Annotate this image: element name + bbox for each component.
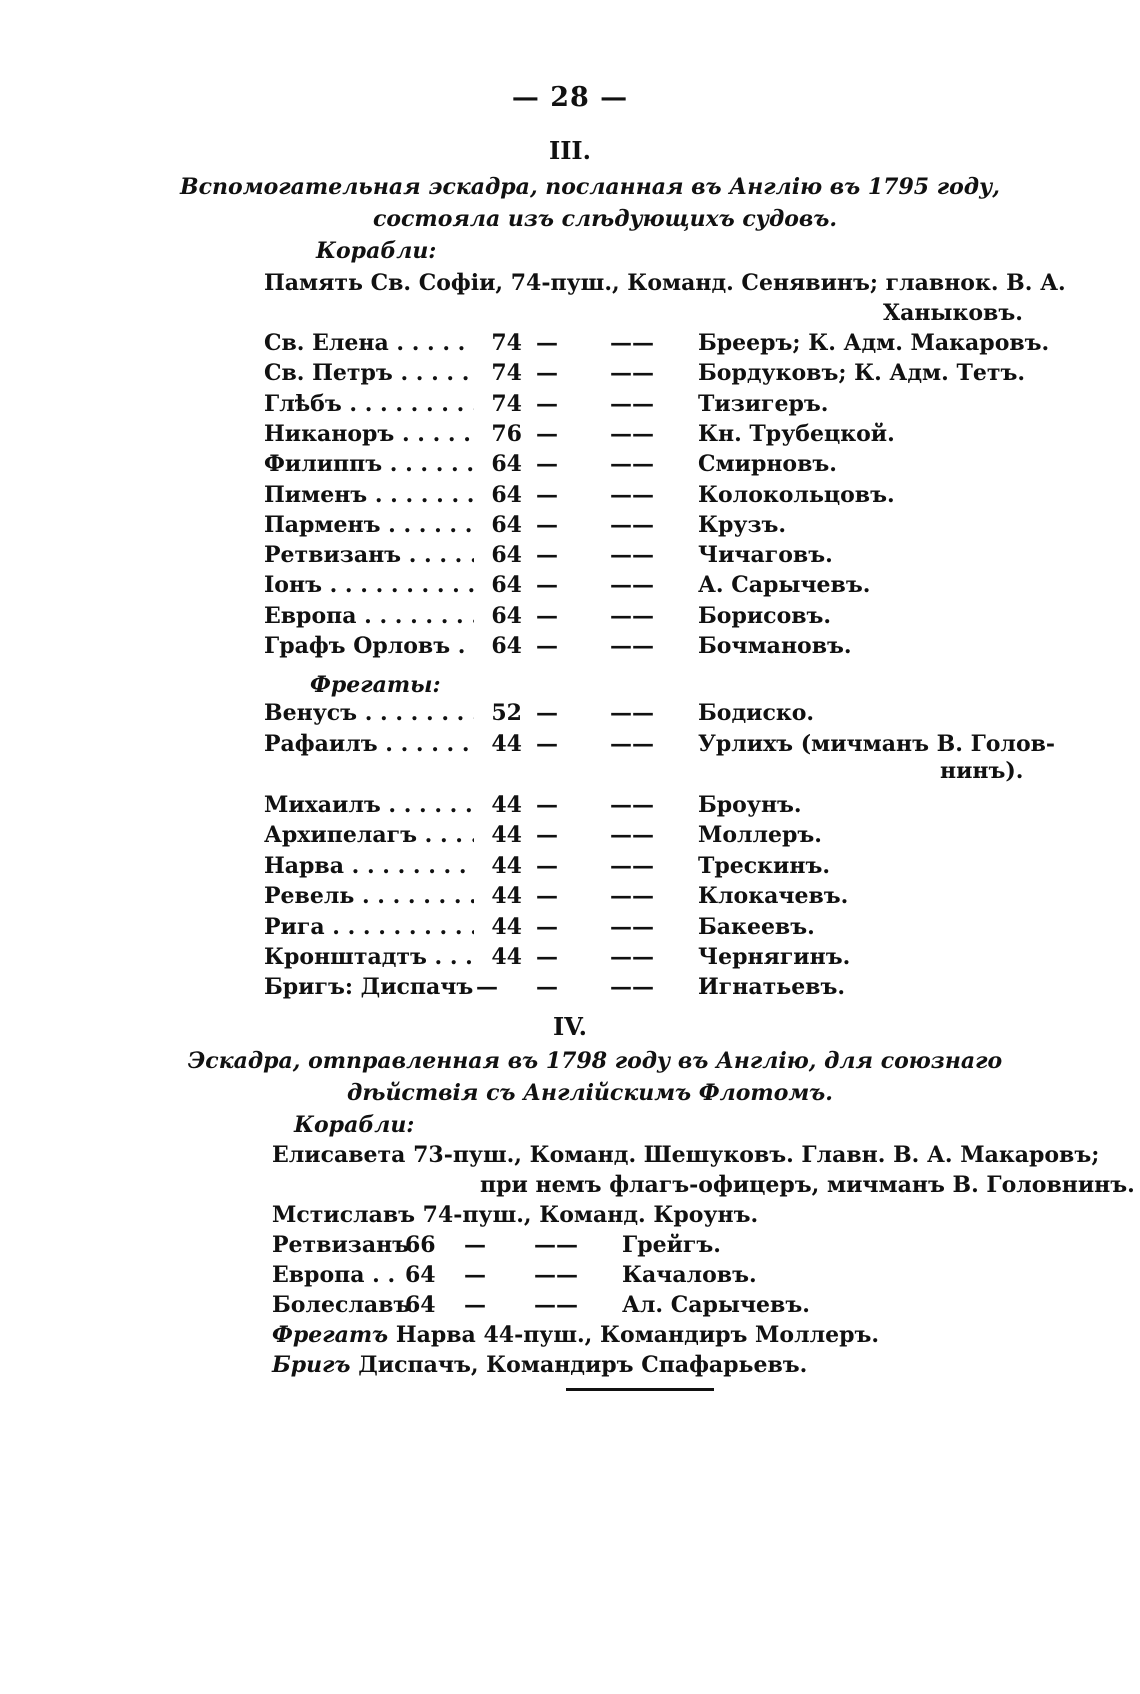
commander-name: Броунъ. — [698, 791, 802, 818]
ship-name: Іонъ . . . — [264, 572, 474, 598]
commander-name: Тизигеръ. — [698, 390, 829, 417]
gun-count: 64 — [474, 572, 522, 598]
dash-long: —— — [534, 1292, 578, 1318]
brig-dash-2: —— — [610, 974, 654, 1000]
commander-name: А. Сарычевъ. — [698, 572, 871, 599]
gun-count: 74 — [474, 391, 522, 417]
commander-name: Трескинъ. — [698, 852, 830, 879]
dash: — — [536, 700, 558, 726]
ship-name: Никаноръ . . . — [264, 421, 474, 447]
dash-long: —— — [610, 944, 654, 970]
ship-name: Св. Петръ . . . — [264, 360, 474, 386]
ship-name: Рафаилъ . . . — [264, 731, 474, 757]
ship-name: Болеславъ — [272, 1292, 411, 1318]
flagship-line1: Память Св. Софіи, 74-пуш., Команд. Сенявинъ; главнок. В. А. — [264, 270, 1066, 296]
dash: — — [536, 511, 558, 538]
ship-name: Пименъ . . . — [264, 482, 474, 508]
ship-name: Европа . . . — [264, 603, 474, 629]
gun-count: 64 — [474, 542, 522, 568]
ship-name: Кронштадтъ . . . — [264, 944, 474, 970]
dash-long: —— — [610, 451, 654, 478]
dash-long: —— — [610, 390, 654, 417]
ship-row — [264, 421, 1024, 451]
ship-name: Европа . . — [272, 1262, 396, 1288]
ship-row — [272, 1262, 772, 1292]
dash: — — [536, 542, 558, 569]
section-4-brig-line — [272, 1352, 807, 1378]
elisaveta-line2: при немъ флагъ-офицеръ, мичманъ В. Головнинъ. — [480, 1172, 1135, 1198]
ship-name: Св. Елена . . . — [264, 330, 474, 356]
ship-name: Филиппъ . . . — [264, 451, 474, 477]
gun-count: 44 — [474, 792, 522, 818]
dash-long: —— — [610, 572, 654, 599]
frigates-label: Фрегаты: — [310, 672, 441, 698]
ship-name: Нарва . . . — [264, 853, 474, 879]
commander-name: Бакеевъ. — [698, 913, 815, 940]
ship-row — [264, 730, 1056, 761]
commander-name: Смирновъ. — [698, 451, 837, 478]
dash: — — [536, 330, 558, 356]
gun-count: 74 — [474, 360, 522, 386]
commander-name: Колокольцовъ. — [698, 481, 895, 508]
commander-name: Бордуковъ; К. Адм. Тетъ. — [698, 360, 1025, 387]
dash: — — [464, 1262, 486, 1288]
brig-name: Бригъ: Диспачъ — [264, 974, 474, 1000]
dash: — — [536, 944, 558, 970]
dash: — — [536, 791, 558, 818]
commander-name: Чичаговъ. — [698, 542, 833, 569]
dash-long: —— — [610, 511, 654, 538]
section-3-heading-line1: Вспомогательная эскадра, посланная въ Англію въ 1795 году, — [180, 174, 1000, 200]
ship-row — [264, 822, 1024, 852]
brig-dash-1: — — [536, 974, 558, 1000]
dash: — — [464, 1292, 486, 1318]
dash: — — [536, 481, 558, 508]
ship-row — [264, 700, 1024, 730]
gun-count: 44 — [474, 914, 522, 940]
ship-row — [264, 330, 1050, 360]
dash-long: —— — [610, 700, 654, 726]
dash-long: —— — [610, 360, 654, 387]
section-4-frigate-line — [272, 1322, 879, 1348]
ship-name: Михаилъ . . . — [264, 792, 474, 818]
flagship-line2: Ханыковъ. — [883, 300, 1023, 326]
dash-long: —— — [610, 883, 654, 909]
gun-count: 64 — [405, 1292, 436, 1318]
gun-count: 64 — [474, 482, 522, 508]
dash-long: —— — [610, 852, 654, 879]
dash: — — [536, 852, 558, 879]
commander-name: Ал. Сарычевъ. — [622, 1292, 810, 1318]
section-3-ships-label: Корабли: — [316, 238, 437, 264]
section-4-brig-text: Диспачъ, Командиръ Спафарьевъ. — [358, 1352, 808, 1378]
brig-commander: Игнатьевъ. — [698, 974, 846, 1000]
ship-name: Ревель . . . — [264, 883, 474, 909]
ship-row — [264, 572, 1024, 602]
gun-count: 64 — [474, 512, 522, 538]
commander-name: Борисовъ. — [698, 602, 832, 629]
dash-long: —— — [610, 791, 654, 818]
section-4-frigate-text: Нарва 44-пуш., Командиръ Моллеръ. — [395, 1322, 880, 1348]
dash-long: —— — [610, 542, 654, 569]
ship-row — [264, 792, 1024, 822]
gun-count: 44 — [474, 822, 522, 848]
dash: — — [536, 602, 558, 629]
commander-name: Бодиско. — [698, 700, 815, 726]
dash: — — [536, 360, 558, 387]
ship-name: Графъ Орловъ . . . — [264, 633, 474, 659]
page-number: — 28 — — [511, 82, 629, 113]
gun-count: 44 — [474, 853, 522, 879]
ship-row — [264, 603, 1024, 633]
gun-count: 64 — [474, 451, 522, 477]
dash-long: —— — [610, 633, 654, 659]
section-4-numeral: IV. — [552, 1012, 587, 1041]
dash: — — [536, 822, 558, 848]
ship-row — [264, 391, 1024, 421]
rafail-continuation: нинъ). — [940, 758, 1024, 784]
dash: — — [536, 451, 558, 478]
elisaveta-line1: Елисавета 73-пуш., Команд. Шешуковъ. Главн. В. А. Макаровъ; — [272, 1142, 1100, 1168]
ship-row — [264, 914, 1024, 944]
ship-name: Ретвизанъ — [272, 1232, 410, 1258]
section-4-frigate-label: Фрегатъ — [272, 1322, 389, 1348]
ship-row — [264, 451, 1024, 481]
ship-row — [264, 944, 1024, 974]
dash: — — [536, 390, 558, 417]
section-3-numeral: III. — [548, 136, 592, 165]
dash: — — [536, 572, 558, 599]
section-4-brig-label: Бригъ — [272, 1352, 351, 1378]
ship-row — [272, 1292, 810, 1322]
section-4-ships-label: Корабли: — [294, 1112, 415, 1138]
dash-long: —— — [610, 730, 654, 757]
commander-name: Бочмановъ. — [698, 633, 852, 659]
ship-name: Венусъ . . . — [264, 700, 474, 726]
dash: — — [536, 913, 558, 940]
dash-long: —— — [610, 602, 654, 629]
commander-name: Чернягинъ. — [698, 944, 851, 970]
dash: — — [536, 883, 558, 909]
gun-count: 44 — [474, 883, 522, 909]
dash: — — [464, 1232, 486, 1258]
gun-count: 44 — [474, 944, 522, 970]
gun-count: 64 — [474, 633, 522, 659]
gun-count: 76 — [474, 421, 522, 447]
gun-count: 52 — [474, 700, 522, 726]
ship-row — [264, 512, 1024, 542]
gun-count: 66 — [405, 1232, 436, 1258]
dash-long: —— — [610, 420, 654, 447]
gun-count: 44 — [474, 731, 522, 757]
ship-row — [264, 633, 1024, 663]
gun-count: 74 — [474, 330, 522, 356]
ship-name: Ретвизанъ . . . — [264, 542, 474, 568]
gun-count: 64 — [474, 603, 522, 629]
section-4-heading-line2: дѣйствія съ Англійскимъ Флотомъ. — [347, 1080, 833, 1106]
brig-row — [264, 974, 1024, 1004]
dash-long: —— — [610, 822, 654, 848]
ship-row — [272, 1232, 772, 1262]
commander-name: Грейгъ. — [622, 1232, 721, 1258]
ship-row — [264, 853, 1024, 883]
ship-name: Глѣбъ . . . — [264, 391, 474, 417]
commander-name: Урлихъ (мичманъ В. Голов- — [698, 730, 1056, 757]
section-3-heading-line2: состояла изъ слѣдующихъ судовъ. — [372, 206, 838, 232]
ship-name: Архипелагъ . . . — [264, 822, 474, 848]
ship-row — [264, 482, 1024, 512]
closing-rule — [566, 1388, 714, 1391]
ship-name: Рига . . . — [264, 914, 474, 940]
gun-count: 64 — [405, 1262, 436, 1288]
dash-long: —— — [534, 1262, 578, 1288]
ship-row — [264, 542, 1024, 572]
commander-name: Брееръ; К. Адм. Макаровъ. — [698, 330, 1050, 356]
dash-long: —— — [534, 1232, 578, 1258]
dash-long: —— — [610, 330, 654, 356]
commander-name: Моллеръ. — [698, 822, 822, 848]
ship-row — [264, 360, 1024, 390]
dash: — — [536, 730, 558, 757]
commander-name: Клокачевъ. — [698, 883, 849, 909]
commander-name: Крузъ. — [698, 511, 787, 538]
commander-name: Качаловъ. — [622, 1262, 757, 1288]
section-4-heading-line1: Эскадра, отправленная въ 1798 году въ Англію, для союзнаго — [187, 1048, 1003, 1074]
dash: — — [536, 420, 558, 447]
brig-dash-0: — — [476, 974, 498, 1000]
dash-long: —— — [610, 481, 654, 508]
ship-name: Парменъ . . . — [264, 512, 474, 538]
mstislav-line: Мстиславъ 74-пуш., Команд. Кроунъ. — [272, 1202, 759, 1228]
commander-name: Кн. Трубецкой. — [698, 420, 895, 447]
ship-row — [264, 883, 1024, 913]
dash-long: —— — [610, 913, 654, 940]
dash: — — [536, 633, 558, 659]
